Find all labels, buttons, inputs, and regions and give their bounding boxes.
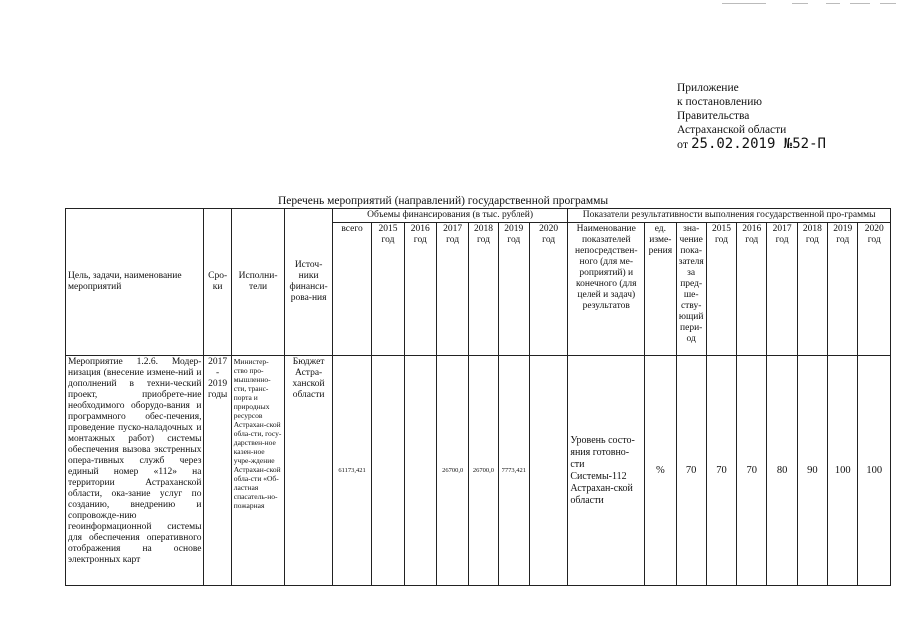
annex-line: Правительства — [677, 110, 750, 122]
cell-goal: Мероприятие 1.2.6. Модер-низация (внесение измене-ний и дополнений в техни-ческий проект, приобрете-ние необходимого оборудо-вания и программного обес-печения, проведение пуско-наладочных и монтажных работ) системы обеспечения вызова экстренных опера-тивных служб через единый номер «112» на территории Астраханской области, ока-зание услуг по созданию, внедрению и сопровожде-нию геоинформационной системы для обеспечения оперативного отображения на основе электронных карт — [66, 356, 204, 586]
cell-ind-2018: 90 — [797, 356, 827, 586]
scan-mark — [850, 3, 870, 4]
annex-line: Приложение — [677, 82, 739, 94]
header-executors: Исполни-тели — [231, 209, 285, 356]
cell-ind-2017: 80 — [767, 356, 797, 586]
scan-mark — [792, 3, 808, 4]
cell-fin-2015 — [372, 356, 404, 586]
header-sources: Источ-ники финанси-рова-ния — [285, 209, 333, 356]
cell-ind-2016: 70 — [737, 356, 767, 586]
scan-mark — [826, 3, 840, 4]
annex-date-line — [677, 137, 826, 151]
cell-fin-2019: 7773,421 — [498, 356, 529, 586]
header-financing-group: Объемы финансирования (в тыс. рублей) — [332, 209, 568, 223]
cell-executors: Министер-ство про-мышленно-сти, транс-порта и природных ресурсов Астрахан-ской обла-сти, госу-дарствен-ное казен-ное учре-ждение Астрахан-ской обла-сти «Об-ластная спасатель-но-пожарная — [231, 356, 285, 586]
header-fin-year: 2020 год — [529, 223, 567, 356]
table-row — [66, 356, 891, 586]
header-fin-year: 2018 год — [469, 223, 498, 356]
cell-fin-2020 — [529, 356, 567, 586]
scan-mark — [722, 3, 766, 4]
annex-line: Астраханской области — [677, 124, 787, 136]
header-ind-year: 2015 год — [706, 223, 736, 356]
header-indicators-group: Показатели результативности выполнения государственной про-граммы — [568, 209, 891, 223]
header-ind-year: 2020 год — [858, 223, 891, 356]
header-indicator-name: Наименование показателей непосредствен-ного (для ме-роприятий) и конечного (для целей и задач) результатов — [568, 223, 645, 356]
header-ind-year: 2016 год — [737, 223, 767, 356]
cell-indicator: Уровень состо-яния готовно-сти Системы-112 Астрахан-ской области — [568, 356, 645, 586]
cell-terms: 2017 - 2019 годы — [204, 356, 231, 586]
scan-mark — [880, 3, 896, 4]
annex-block — [677, 81, 826, 151]
cell-fin-2016 — [404, 356, 436, 586]
cell-ind-2019: 100 — [828, 356, 858, 586]
header-row-group — [66, 209, 891, 223]
measures-table — [65, 208, 891, 586]
cell-fin-2017: 26700,0 — [436, 356, 468, 586]
header-ind-year: 2019 год — [828, 223, 858, 356]
header-terms: Сро-ки — [204, 209, 231, 356]
header-value-before: зна-чение пока-зателя за пред-ше-ству-ющий пери-од — [676, 223, 706, 356]
header-fin-year: 2017 год — [436, 223, 468, 356]
header-fin-year: 2016 год — [404, 223, 436, 356]
cell-ind-2020: 100 — [858, 356, 891, 586]
cell-unit: % — [645, 356, 676, 586]
cell-total: 61173,421 — [332, 356, 371, 586]
header-fin-year: 2019 год — [498, 223, 529, 356]
header-ind-year: 2018 год — [797, 223, 827, 356]
handwritten-date-number: 25.02.2019 №52-П — [691, 136, 826, 152]
header-unit: ед. изме-рения — [645, 223, 676, 356]
header-total: всего — [332, 223, 371, 356]
header-fin-year: 2015 год — [372, 223, 404, 356]
document-title: Перечень мероприятий (направлений) государственной программы — [278, 195, 609, 207]
cell-ind-2015: 70 — [706, 356, 736, 586]
cell-fin-2018: 26700,0 — [469, 356, 498, 586]
date-prefix: от — [677, 137, 689, 151]
annex-line: к постановлению — [677, 96, 762, 108]
header-goal: Цель, задачи, наименование мероприятий — [66, 209, 204, 356]
header-ind-year: 2017 год — [767, 223, 797, 356]
cell-value-before: 70 — [676, 356, 706, 586]
cell-source: Бюджет Астра-ханской области — [285, 356, 333, 586]
